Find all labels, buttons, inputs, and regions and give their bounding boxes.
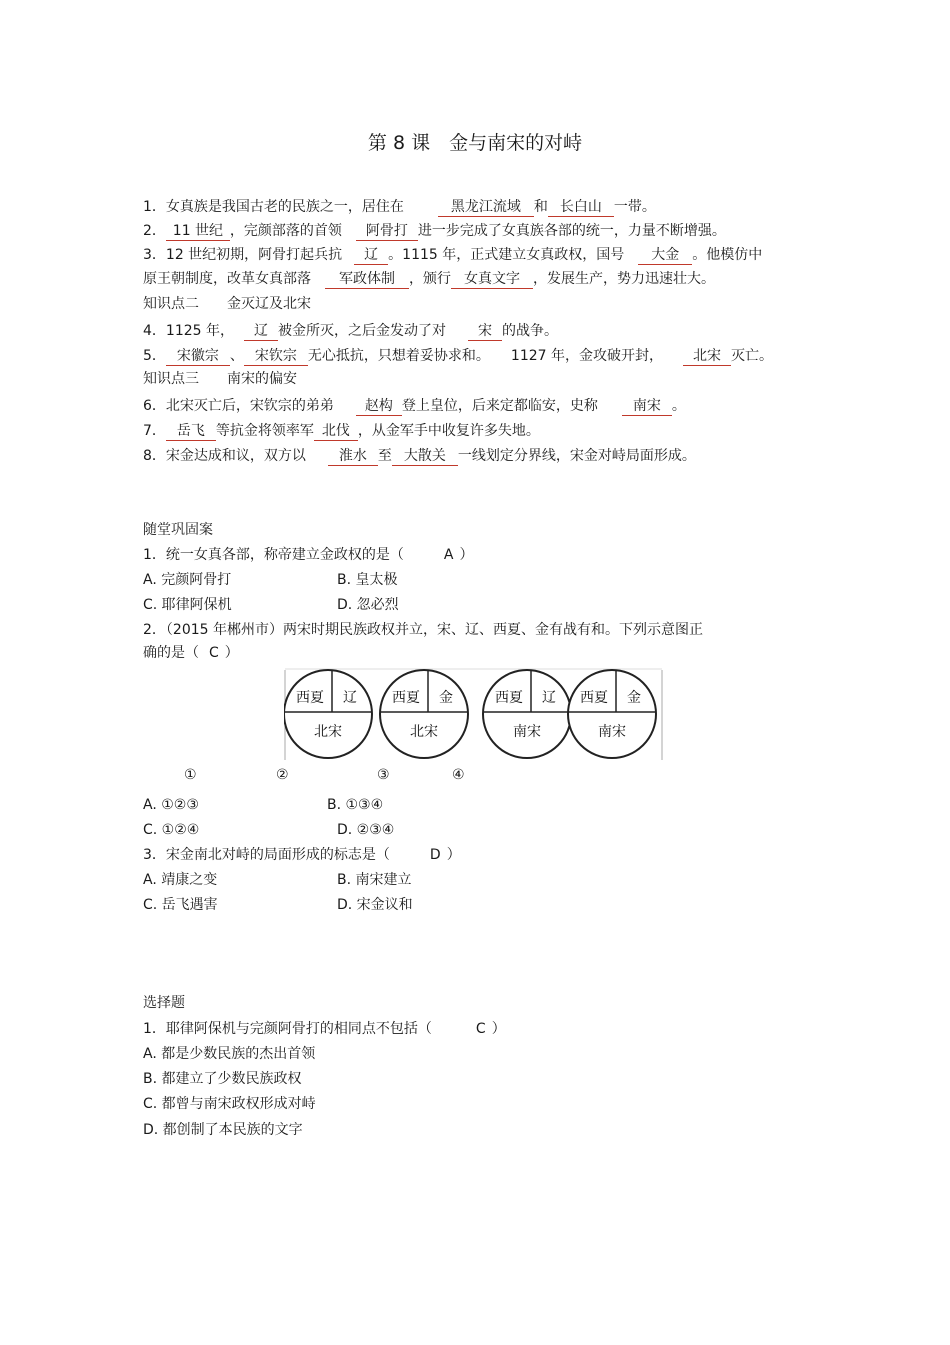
regime-label-bottom: 南宋 — [598, 724, 626, 740]
answer-blank: 辽 — [354, 246, 388, 265]
regime-label-right: 辽 — [542, 690, 556, 706]
regime-diagram — [284, 668, 664, 762]
choice-d: D. 宋金议和 — [337, 897, 413, 913]
choice-b: B. 皇太极 — [337, 572, 398, 588]
fill-line-1: 1．女真族是我国古老的民族之一，居住在 黑龙江流域 和 长白山 一带。 — [143, 199, 656, 215]
question-stem: 1．耶律阿保机与完颜阿骨打的相同点不包括（ C ） — [143, 1021, 506, 1037]
fill-line-7: 6．北宋灭亡后，宋钦宗的弟弟 赵构 登上皇位，后来定都临安，史称 南宋 。 — [143, 398, 686, 414]
choice-c: C. ①②④ — [143, 822, 200, 838]
fill-line-2: 2． 11 世纪 ，完颜部落的首领 阿骨打 进一步完成了女真族各部的统一，力量不断增强。 — [143, 223, 726, 239]
answer-blank: 黑龙江流域 — [438, 198, 534, 217]
answer-blank: 南宋 — [622, 397, 672, 416]
answer-blank: 大散关 — [392, 447, 458, 466]
diagram-number: ② — [276, 767, 289, 783]
diagram-number: ③ — [377, 767, 390, 783]
answer-blank: 赵构 — [356, 397, 402, 416]
section-heading: 随堂巩固案 — [143, 522, 213, 538]
choice-c: C. 都曾与南宋政权形成对峙 — [143, 1096, 316, 1112]
diagram-number: ① — [184, 767, 197, 783]
answer-blank: 大金 — [638, 246, 692, 265]
answer-blank: 长白山 — [548, 198, 614, 217]
regime-label-left: 西夏 — [296, 690, 324, 706]
diagram-number: ④ — [452, 767, 465, 783]
answer-blank: 辽 — [244, 322, 278, 341]
regime-label-bottom: 北宋 — [314, 724, 342, 740]
answer-blank: 岳飞 — [166, 422, 216, 441]
regime-label-right: 金 — [627, 690, 641, 706]
question-stem: 3．宋金南北对峙的局面形成的标志是（ D ） — [143, 847, 461, 863]
choice-b: B. 都建立了少数民族政权 — [143, 1071, 302, 1087]
regime-circle — [568, 670, 656, 758]
regime-label-right: 辽 — [343, 690, 357, 706]
answer-blank: 阿骨打 — [356, 222, 418, 241]
choice-b: B. ①③④ — [327, 797, 384, 813]
fill-line-3: 3．12 世纪初期，阿骨打起兵抗 辽 。1115 年，正式建立女真政权，国号 大金 。他模仿中 — [143, 247, 763, 263]
choice-a: A. 靖康之变 — [143, 872, 218, 888]
answer-blank: 淮水 — [328, 447, 378, 466]
question-stem: 确的是（ C ） — [143, 645, 239, 661]
choice-d: D. ②③④ — [337, 822, 395, 838]
question-stem: 1．统一女真各部，称帝建立金政权的是（ A ） — [143, 547, 474, 563]
knowledge-point-3: 知识点三 南宋的偏安 — [143, 371, 297, 387]
choice-a: A. ①②③ — [143, 797, 199, 813]
choice-d: D. 都创制了本民族的文字 — [143, 1122, 303, 1138]
regime-label-left: 西夏 — [392, 690, 420, 706]
fill-line-8: 7． 岳飞 等抗金将领率军 北伐 ，从金军手中收复许多失地。 — [143, 423, 540, 439]
regime-label-bottom: 北宋 — [410, 724, 438, 740]
answer-letter: C — [475, 1021, 486, 1037]
answer-letter: A — [443, 547, 454, 563]
answer-blank: 11 世纪 — [166, 222, 230, 241]
answer-blank: 女真文字 — [451, 270, 533, 289]
choice-c: C. 岳飞遇害 — [143, 897, 218, 913]
page-title: 第 8 课 金与南宋的对峙 — [367, 132, 583, 154]
regime-circle — [284, 670, 372, 758]
regime-label-right: 金 — [439, 690, 453, 706]
fill-line-6: 5． 宋徽宗 、 宋钦宗 无心抵抗，只想着妥协求和。 1127 年，金攻破开封， 北宋 灭亡。 — [143, 348, 773, 364]
answer-blank: 北伐 — [314, 422, 358, 441]
answer-letter: C — [209, 645, 219, 661]
answer-blank: 宋 — [468, 322, 502, 341]
answer-blank: 军政体制 — [325, 270, 409, 289]
fill-line-5: 4．1125 年， 辽 被金所灭，之后金发动了对 宋 的战争。 — [143, 323, 558, 339]
question-stem: 2．（2015 年郴州市）两宋时期民族政权并立，宋、辽、西夏、金有战有和。下列示意图正 — [143, 622, 703, 638]
fill-line-4: 原王朝制度，改革女真部落 军政体制 ，颁行 女真文字 ，发展生产，势力迅速壮大。 — [143, 271, 715, 287]
choice-c: C. 耶律阿保机 — [143, 597, 232, 613]
knowledge-point-2: 知识点二 金灭辽及北宋 — [143, 296, 311, 312]
answer-blank: 宋徽宗 — [166, 347, 230, 366]
choice-b: B. 南宋建立 — [337, 872, 412, 888]
regime-label-left: 西夏 — [580, 690, 608, 706]
answer-letter: D — [429, 847, 441, 863]
answer-blank: 宋钦宗 — [244, 347, 308, 366]
regime-label-left: 西夏 — [495, 690, 523, 706]
regime-circle — [380, 670, 468, 758]
choice-a: A. 完颜阿骨打 — [143, 572, 232, 588]
choice-a: A. 都是少数民族的杰出首领 — [143, 1046, 316, 1062]
regime-label-bottom: 南宋 — [513, 724, 541, 740]
answer-blank: 北宋 — [683, 347, 731, 366]
fill-line-9: 8．宋金达成和议，双方以 淮水 至 大散关 一线划定分界线，宋金对峙局面形成。 — [143, 448, 696, 464]
choice-d: D. 忽必烈 — [337, 597, 399, 613]
regime-circle — [483, 670, 571, 758]
section-heading: 选择题 — [143, 995, 185, 1011]
